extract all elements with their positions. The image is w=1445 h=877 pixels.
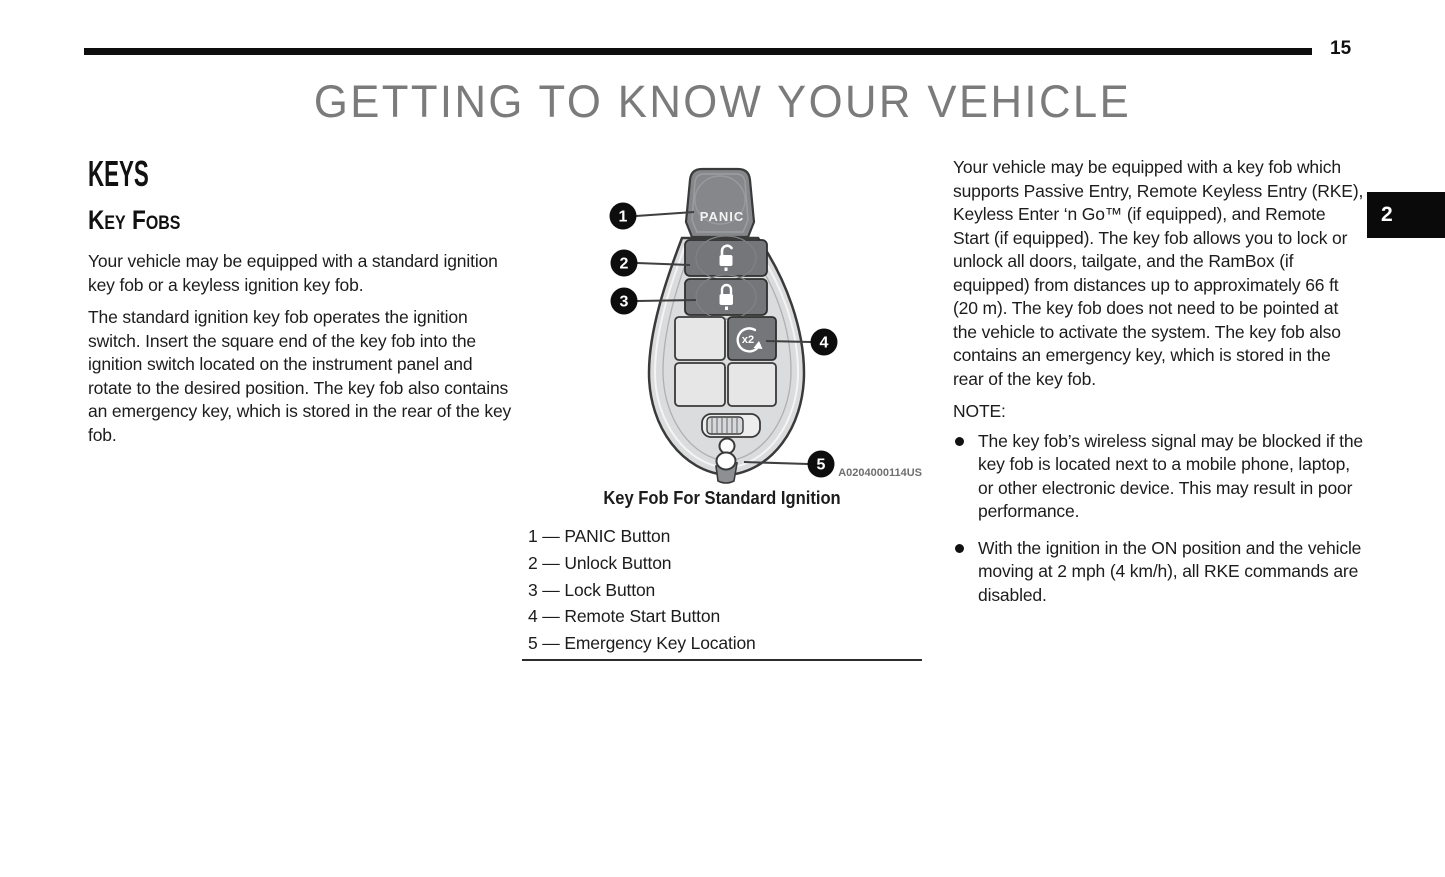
unlock-button <box>685 236 767 280</box>
panic-label: PANIC <box>699 209 745 224</box>
fob-slider <box>702 414 760 437</box>
legend-item: 4 — Remote Start Button <box>528 606 721 627</box>
note-text: With the ignition in the ON position and the vehicle moving at 2 mph (4 km/h), all RKE commands are disabled. <box>978 537 1362 605</box>
svg-text:4: 4 <box>819 334 829 352</box>
svg-text:5: 5 <box>816 456 826 474</box>
key-fob-figure <box>522 158 922 490</box>
header-rule <box>84 48 1312 55</box>
paragraph: Your vehicle may be equipped with a key fob which supports Passive Entry, Remote Keyless Entry (RKE), Keyless Enter ‘n Go™ (if equipped), and Remote Start (if equipped). The key fob allows you to lock or unlock all doors, tailgate, and the RamBox (if equipped) from distances up to approximately 66 ft (20 m). The key fob does not need to be pointed at the vehicle to activate the system. The key fob also contains an emergency key, which is stored in the rear of the key fob. <box>953 157 1364 389</box>
callout-2 <box>611 250 638 277</box>
svg-text:2: 2 <box>619 255 629 273</box>
chapter-tab: 2 <box>1367 192 1445 238</box>
svg-text:3: 3 <box>619 293 629 311</box>
callout-4 <box>811 329 838 356</box>
note-bullet <box>953 537 1365 608</box>
callout-1 <box>610 203 637 230</box>
figure-caption: Key Fob For Standard Ignition <box>603 488 841 508</box>
legend-item: 1 — PANIC Button <box>528 526 671 546</box>
figure-legend <box>522 523 922 657</box>
legend-divider <box>522 659 922 661</box>
panic-button <box>686 169 754 237</box>
paragraph: Your vehicle may be equipped with a standard ignition key fob or a keyless ignition key fob. <box>88 251 498 295</box>
callout-3 <box>611 288 638 315</box>
subsection-heading-key-fobs: Key Fobs <box>88 205 181 235</box>
page-number: 15 <box>1330 38 1352 59</box>
legend-item: 5 — Emergency Key Location <box>528 633 756 654</box>
emergency-key <box>716 453 737 484</box>
note-text: The key fob’s wireless signal may be blocked if the key fob is located next to a mobile phone, laptop, or other electronic device. This may result in poor performance. <box>978 430 1363 521</box>
remote-start-label: x2 <box>741 334 755 346</box>
note-bullet <box>953 430 1365 524</box>
figure-code: A0204000114US <box>838 467 922 479</box>
bullet-icon <box>955 544 964 553</box>
right-column <box>953 156 1365 620</box>
fob-ring <box>720 439 735 454</box>
paragraph: The standard ignition key fob operates the ignition switch. Insert the square end of the key fob into the ignition switch located on the instrument panel and rotate to the desired position. The key fob also contains an emergency key, which is stored in the rear of the key fob. <box>88 307 512 445</box>
key-fob-illustration <box>522 158 922 490</box>
callout-5 <box>808 451 835 478</box>
legend-item: 3 — Lock Button <box>528 579 656 600</box>
left-column <box>88 153 514 456</box>
section-heading-keys: KEYS <box>88 153 149 194</box>
lock-button <box>685 275 767 319</box>
legend-item: 2 — Unlock Button <box>528 552 672 573</box>
bullet-icon <box>955 437 964 446</box>
page-title: GETTING TO KNOW YOUR VEHICLE <box>313 76 1132 127</box>
note-label: NOTE: <box>953 401 1006 421</box>
svg-text:1: 1 <box>618 208 628 226</box>
